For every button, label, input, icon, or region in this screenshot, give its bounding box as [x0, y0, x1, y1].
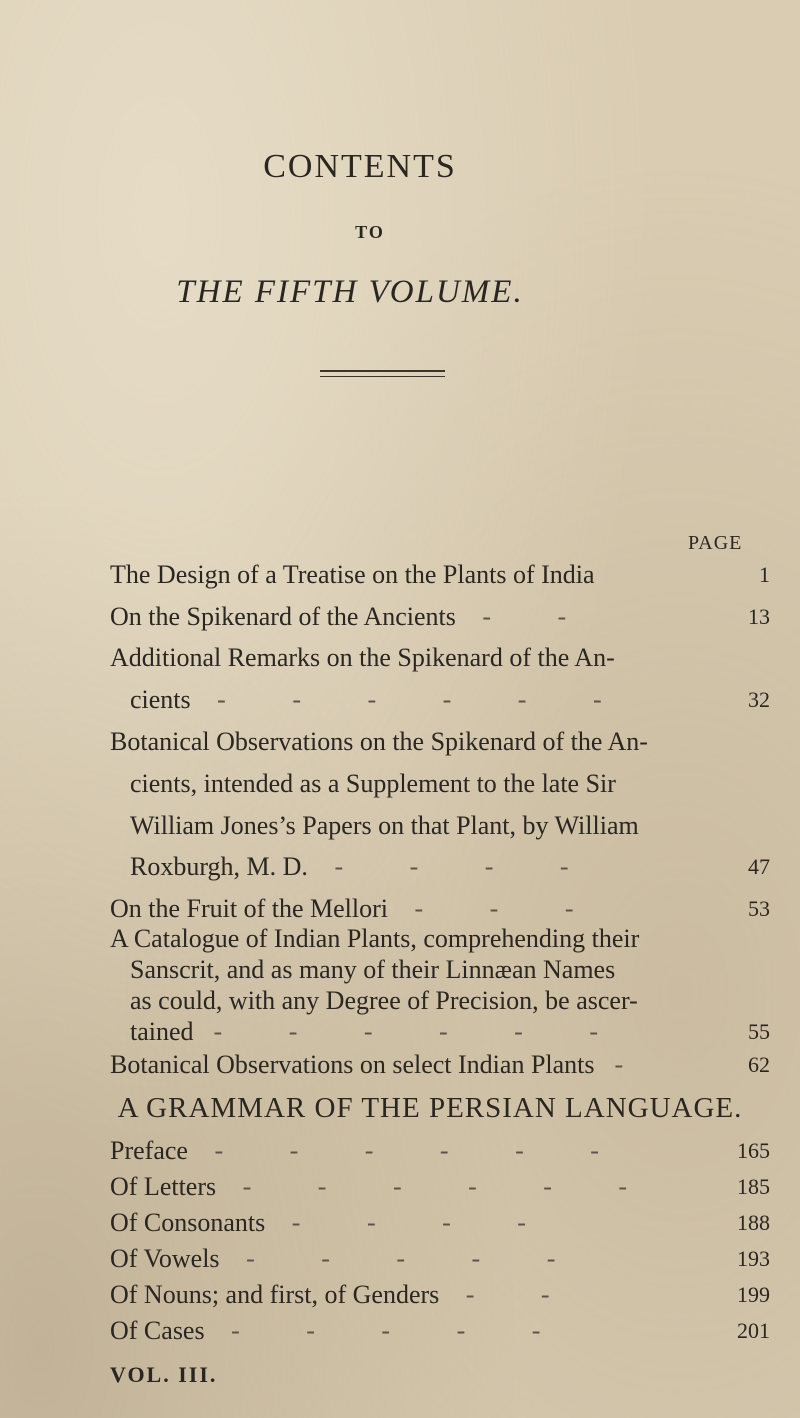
leader-dashes: - - - - - - [214, 1136, 629, 1165]
toc-entry [110, 604, 770, 630]
leader-dashes: - - - - - [231, 1316, 571, 1345]
toc-entry-continuation [130, 854, 770, 880]
leader-dashes: - - [482, 602, 597, 631]
toc-entry-title: The Design of a Treatise on the Plants of India [110, 560, 595, 589]
toc-entry-continuation [130, 1019, 770, 1045]
grammar-entry-title: Of Cases [110, 1316, 205, 1345]
toc-entry-title: Botanical Observations on the Spikenard of the An- [110, 727, 648, 756]
section-heading: A GRAMMAR OF THE PERSIAN LANGUAGE. [117, 1092, 743, 1124]
toc-entry-title: On the Spikenard of the Ancients [110, 602, 456, 631]
toc-entry-continuation [130, 813, 770, 839]
grammar-entry [110, 1318, 770, 1344]
grammar-entry-title: Of Nouns; and first, of Genders [110, 1280, 440, 1309]
grammar-entry-page: 193 [737, 1246, 770, 1271]
grammar-entry-page: 188 [737, 1210, 770, 1235]
grammar-entry-title: Preface [110, 1136, 188, 1165]
grammar-entry [110, 1174, 770, 1200]
grammar-entry-title: Of Consonants [110, 1208, 266, 1237]
grammar-entry-page: 165 [737, 1138, 770, 1163]
page-title: CONTENTS [263, 148, 457, 185]
toc-entry-page: 53 [748, 896, 770, 921]
toc-entry-title: William Jones’s Papers on that Plant, by William [130, 811, 639, 840]
toc-entry-title: Sanscrit, and as many of their Linnæan Names [130, 955, 616, 984]
toc-entry-title: as could, with any Degree of Precision, be ascer- [130, 986, 638, 1015]
toc-entry-continuation [130, 988, 770, 1014]
toc-entry-title: On the Fruit of the Mellori [110, 894, 389, 923]
leader-dashes: - - - - - [246, 1244, 586, 1273]
leader-dashes: - - - [414, 894, 604, 923]
toc-entry-continuation [130, 957, 770, 983]
toc-entry [110, 645, 770, 671]
leader-dashes: - - [465, 1280, 580, 1309]
title-connector: TO [355, 222, 385, 242]
toc-entry [110, 562, 770, 588]
toc-entry-title: A Catalogue of Indian Plants, comprehending their [110, 924, 640, 953]
toc-entry-title: Roxburgh, M. D. [130, 852, 308, 881]
toc-entry-page: 62 [748, 1052, 770, 1077]
toc-entry [110, 1052, 770, 1078]
toc-entry-page: 55 [748, 1019, 770, 1044]
toc-entry-page: 13 [748, 604, 770, 629]
leader-dashes: - [614, 1050, 654, 1079]
leader-dashes: - - - - - - [213, 1017, 628, 1046]
toc-entry-title: tained [130, 1017, 194, 1046]
grammar-entry [110, 1246, 770, 1272]
toc-entry-page: 32 [748, 687, 770, 712]
ornamental-rule [320, 370, 445, 377]
grammar-entry [110, 1282, 770, 1308]
leader-dashes: - - - - - - [217, 685, 632, 714]
toc-entry-page: 1 [759, 562, 770, 587]
volume-signature: VOL. III. [110, 1362, 218, 1387]
toc-entry-page: 47 [748, 854, 770, 879]
grammar-entry-title: Of Letters [110, 1172, 217, 1201]
leader-dashes: - - - - [334, 852, 599, 881]
toc-entry-continuation [130, 771, 770, 797]
grammar-entry [110, 1210, 770, 1236]
grammar-entry-page: 201 [737, 1318, 770, 1343]
page-subtitle: THE FIFTH VOLUME. [176, 274, 524, 310]
grammar-entry-page: 199 [737, 1282, 770, 1307]
grammar-entry [110, 1138, 770, 1164]
page-column-label: PAGE [688, 532, 743, 554]
toc-entry-title: Botanical Observations on select Indian Plants [110, 1050, 595, 1079]
leader-dashes: - - - - - - [242, 1172, 658, 1201]
toc-entry-title: Additional Remarks on the Spikenard of the An- [110, 643, 615, 672]
toc-entry [110, 729, 770, 755]
toc-entry [110, 896, 770, 922]
grammar-entry-title: Of Vowels [110, 1244, 220, 1273]
leader-dashes: - - - - [291, 1208, 556, 1237]
toc-entry-title: cients [130, 685, 191, 714]
toc-entry-title: cients, intended as a Supplement to the late Sir [130, 769, 616, 798]
toc-entry-continuation [130, 687, 770, 713]
toc-entry [110, 926, 770, 952]
grammar-entry-page: 185 [737, 1174, 770, 1199]
